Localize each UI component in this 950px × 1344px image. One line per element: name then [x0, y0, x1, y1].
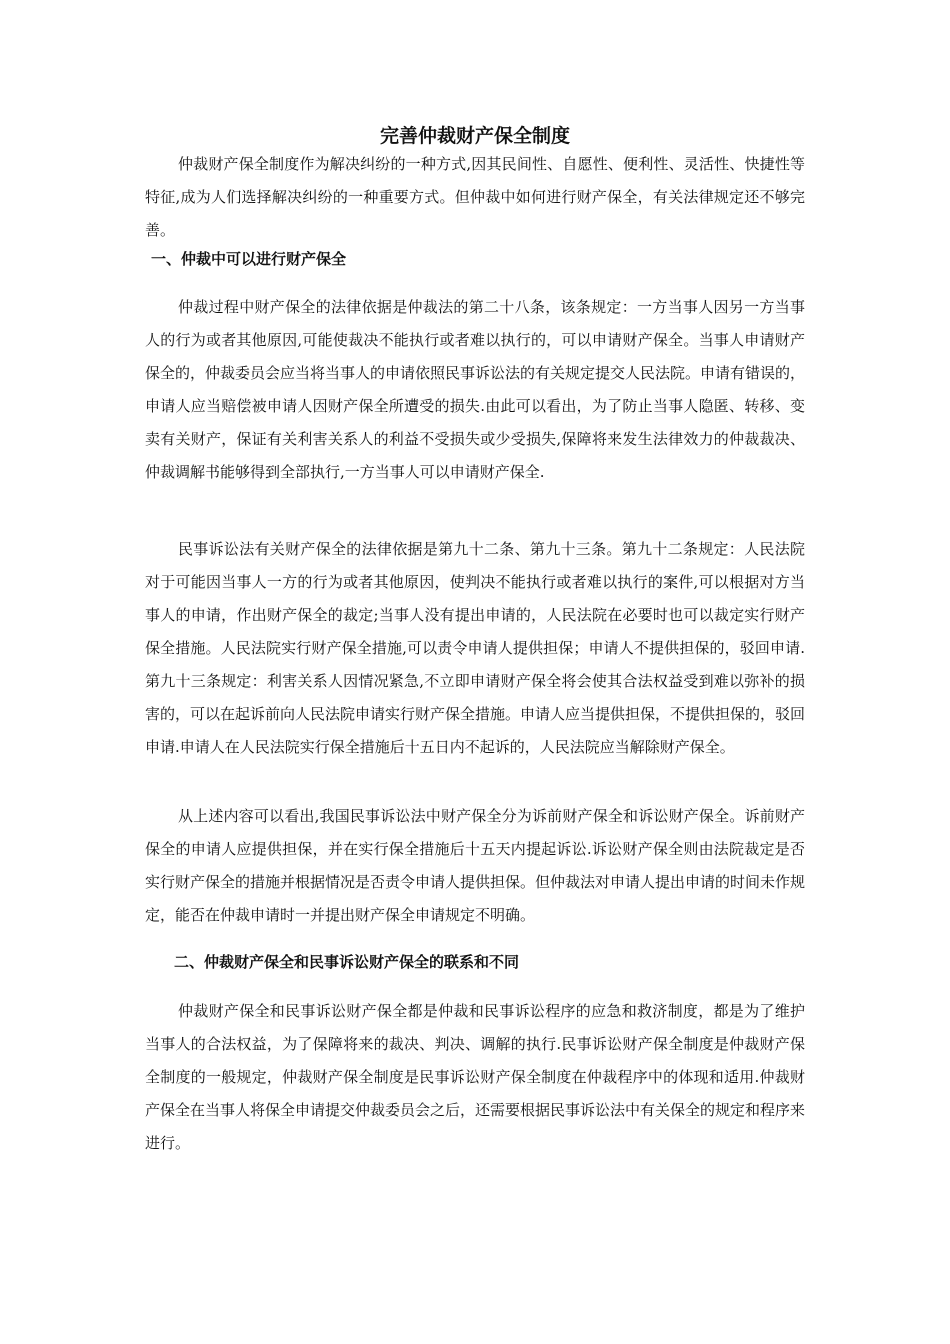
paragraph-2: 民事诉讼法有关财产保全的法律依据是第九十二条、第九十三条。第九十二条规定：人民法院对于可能因当事人一方的行为或者其他原因，使判决不能执行或者难以执行的案件,可以根据对方当事人的申请，作出财产保全的裁定;当事人没有提出申请的，人民法院在必要时也可以裁定实行财产保全措施。人民法院实行财产保全措施,可以责令申请人提供担保；申请人不提供担保的，驳回申请.第九十三条规定：利害关系人因情况紧急,不立即申请财产保全将会使其合法权益受到难以弥补的损害的，可以在起诉前向人民法院申请实行财产保全措施。申请人应当提供担保，不提供担保的，驳回申请.申请人在人民法院实行保全措施后十五日内不起诉的，人民法院应当解除财产保全。: [145, 540, 806, 756]
paragraph-1: 仲裁过程中财产保全的法律依据是仲裁法的第二十八条，该条规定：一方当事人因另一方当事人的行为或者其他原因,可能使裁决不能执行或者难以执行的，可以申请财产保全。当事人申请财产保全的，仲裁委员会应当将当事人的申请依照民事诉讼法的有关规定提交人民法院。申请有错误的，申请人应当赔偿被申请人因财产保全所遭受的损失.由此可以看出，为了防止当事人隐匿、转移、变卖有关财产，保证有关利害关系人的利益不受损失或少受损失,保障将来发生法律效力的仲裁裁决、仲裁调解书能够得到全部执行,一方当事人可以申请财产保全.: [145, 298, 806, 481]
section-heading-2: 二、仲裁财产保全和民事诉讼财产保全的联系和不同: [174, 953, 520, 971]
intro-paragraph: 仲裁财产保全制度作为解决纠纷的一种方式,因其民间性、自愿性、便利性、灵活性、快捷性等特征,成为人们选择解决纠纷的一种重要方式。但仲裁中如何进行财产保全，有关法律规定还不够完善。: [145, 155, 805, 239]
section-heading-1: 一、仲裁中可以进行财产保全: [151, 250, 347, 268]
paragraph-3: 从上述内容可以看出,我国民事诉讼法中财产保全分为诉前财产保全和诉讼财产保全。诉前财产保全的申请人应提供担保，并在实行保全措施后十五天内提起诉讼.诉讼财产保全则由法院裁定是否实行财产保全的措施并根据情况是否责令申请人提供担保。但仲裁法对申请人提出申请的时间未作规定，能否在仲裁申请时一并提出财产保全申请规定不明确。: [145, 807, 806, 924]
document-title: 完善仲裁财产保全制度: [379, 125, 570, 147]
paragraph-4: 仲裁财产保全和民事诉讼财产保全都是仲裁和民事诉讼程序的应急和救济制度，都是为了维护当事人的合法权益，为了保障将来的裁决、判决、调解的执行.民事诉讼财产保全制度是仲裁财产保全制度的一般规定，仲裁财产保全制度是民事诉讼财产保全制度在仲裁程序中的体现和适用.仲裁财产保全在当事人将保全申请提交仲裁委员会之后，还需要根据民事诉讼法中有关保全的规定和程序来进行。: [145, 1002, 806, 1152]
